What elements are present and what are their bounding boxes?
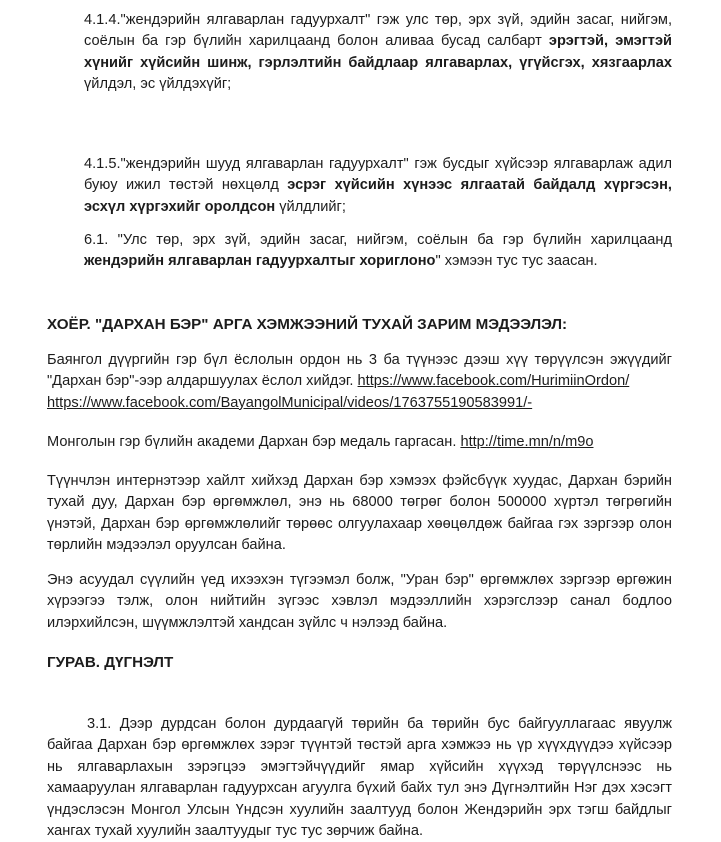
time-mn-link[interactable]: http://time.mn/n/m9o	[460, 434, 594, 450]
paragraph-academy-medal	[47, 432, 687, 453]
clause-6-1-text: 6.1. "Улс төр, эрх зүй, эдийн засаг, нийгэм, соёлын ба гэр бүлийн харилцаанд	[84, 232, 672, 248]
facebook-bayangol-video-link[interactable]: https://www.facebook.com/BayangolMunicipal/videos/1763755190583991/-	[47, 394, 533, 411]
facebook-hurimiin-ordon-link[interactable]: https://www.facebook.com/HurimiinOrdon/	[357, 373, 630, 390]
clause-4-1-4-tail: үйлдэл, эс үйлдэхүйг;	[84, 76, 232, 93]
clause-4-1-4-text: 4.1.4."жендэрийн ялгаварлан гадуурхалт" гэж улс төр, эрх зүй, эдийн засаг, нийгэм, соёлын ба гэр бүлийн харилцаанд болон аливаа бусад салбарт	[84, 12, 672, 50]
paragraph-public-opinion: Энэ асуудал сүүлийн үед ихээхэн түгээмэл болж, "Уран бэр" өргөмжлөх зэргээр өргөжин хүрээгээ тэлж, олон нийтийн зүгээс хэвлэл мэдээллийн хэрэгслээр санал бодлоо илэрхийлсэн, шүүмжлэлтэй хандсан зүйлс ч нэлээд байна.	[47, 572, 672, 631]
clause-4-1-4	[84, 10, 672, 96]
clause-4-1-5	[84, 154, 672, 218]
clause-6-1-tail: " хэмээн тус тус заасан.	[435, 253, 598, 270]
ceremony-text: Баянгол дүүргийн гэр бүл ёслолын ордон нь 3 ба түүнээс дээш хүү төрүүлсэн эжүүдийг "Дархан бэр"-ээр алдаршуулах ёслол хийдэг.	[47, 352, 672, 390]
section-heading-two: ХОЁР. "ДАРХАН БЭР" АРГА ХЭМЖЭЭНИЙ ТУХАЙ ЗАРИМ МЭДЭЭЛЭЛ:	[47, 316, 568, 333]
clause-6-1-bold: жендэрийн ялгаварлан гадуурхалтыг хориглоно	[84, 253, 436, 270]
paragraph-darkhan-ber-ceremony	[47, 350, 672, 414]
clause-4-1-5-tail: үйлдлийг;	[275, 198, 346, 215]
paragraph-internet-search: Түүнчлэн интернэтээр хайлт хийхэд Дархан бэр хэмээх фэйсбүүк хуудас, Дархан бэрийн тухай дуу, Дархан бэр өргөмжлөл, энэ нь 68000 төгрөг болон 500000 хүртэл төгрөгийн үнэтэй, Дархан бэр өргөмжлөлийг төрөөс олгуулахаар хөөцөлдөж байгаа гэх зэргээр олон төрлийн мэдээлэл оруулсан байна.	[47, 473, 672, 554]
conclusion-3-1: 3.1. Дээр дурдсан болон дурдаагүй төрийн ба төрийн бус байгууллагаас явуулж байгаа Дархан бэр өргөмжлөх зэрэг түүнтэй төстэй арга хэмжээ нь үр хүүхдүүдээ хүйсээр нь ялгаварлахын зэрэгцээ эмэгтэйчүүдийг ямар хүйсийн хүүхэд төрүүлснээс нь хамааруулан ялгаварлан гадуурхсан агуулга бүхий байх тул энэ Дүгнэлтийн Нэг дэх хэсэгт үндэслэсэн Монгол Улсын Үндсэн хуулийн заалтууд болон Жендэрийн эрх тэгш байдлыг хангах тухай хуулийн заалтуудыг тус тус зөрчиж байна.	[47, 716, 672, 840]
section-heading-three: ГУРАВ. ДҮГНЭЛТ	[47, 654, 174, 671]
clause-4-1-4-bold: эрэгтэй, эмэгтэй хүнийг хүйсийн шинж, гэрлэлтийн байдлаар ялгаварлах, үгүйсгэх, хязгаарлах	[84, 33, 672, 71]
clause-4-1-5-text: 4.1.5."жендэрийн шууд ялгаварлан гадуурхалт" гэж бусдыг хүйсээр ялгаварлаж адил буюу ижил төстэй нөхцөлд	[84, 156, 672, 194]
academy-medal-text: Монголын гэр бүлийн академи Дархан бэр медаль гаргасан.	[47, 434, 461, 450]
clause-6-1	[84, 230, 672, 273]
clause-4-1-5-bold: эсрэг хүйсийн хүнээс ялгаатай байдалд хүргэсэн, эсхүл хүргэхийг оролдсон	[84, 177, 672, 215]
